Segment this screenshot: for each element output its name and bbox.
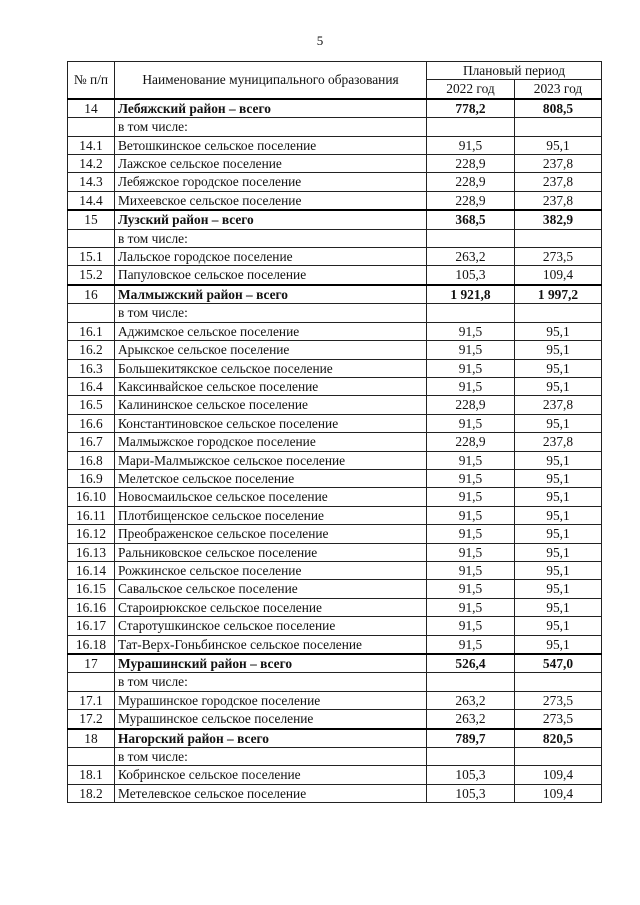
row-name: Малмыжское городское поселение bbox=[115, 433, 427, 451]
row-value-2023: 95,1 bbox=[515, 598, 602, 616]
row-name: Преображенское сельское поселение bbox=[115, 525, 427, 543]
row-value-2022: 91,5 bbox=[427, 322, 515, 340]
row-number: 14.4 bbox=[68, 191, 115, 210]
table-row bbox=[68, 266, 602, 285]
row-value-2023: 95,1 bbox=[515, 136, 602, 154]
row-number: 16.4 bbox=[68, 377, 115, 395]
row-number: 16.6 bbox=[68, 414, 115, 432]
row-name: в том числе: bbox=[115, 229, 427, 247]
table-row bbox=[68, 173, 602, 191]
row-number: 16.9 bbox=[68, 469, 115, 487]
table-row bbox=[68, 359, 602, 377]
row-value-2023: 273,5 bbox=[515, 691, 602, 709]
row-value-2023: 95,1 bbox=[515, 543, 602, 561]
row-value-2022: 778,2 bbox=[427, 99, 515, 118]
row-value-2022: 228,9 bbox=[427, 155, 515, 173]
row-value-2023: 95,1 bbox=[515, 525, 602, 543]
row-name: Старотушкинское сельское поселение bbox=[115, 617, 427, 635]
row-name: в том числе: bbox=[115, 673, 427, 691]
row-number: 16.7 bbox=[68, 433, 115, 451]
row-name: Кобринское сельское поселение bbox=[115, 766, 427, 784]
row-number: 17 bbox=[68, 654, 115, 673]
row-value-2023: 808,5 bbox=[515, 99, 602, 118]
row-value-2022 bbox=[427, 673, 515, 691]
table-row bbox=[68, 710, 602, 729]
row-name: Нагорский район – всего bbox=[115, 729, 427, 748]
row-value-2022: 105,3 bbox=[427, 766, 515, 784]
row-value-2022: 91,5 bbox=[427, 598, 515, 616]
table-row bbox=[68, 433, 602, 451]
table-row bbox=[68, 580, 602, 598]
row-number bbox=[68, 229, 115, 247]
row-value-2022: 105,3 bbox=[427, 266, 515, 285]
row-value-2023 bbox=[515, 229, 602, 247]
row-value-2022: 91,5 bbox=[427, 341, 515, 359]
row-value-2022: 263,2 bbox=[427, 691, 515, 709]
table-row bbox=[68, 598, 602, 616]
row-name: Лузский район – всего bbox=[115, 210, 427, 229]
table-row bbox=[68, 155, 602, 173]
row-number: 16.3 bbox=[68, 359, 115, 377]
table-row bbox=[68, 136, 602, 154]
row-number: 15.2 bbox=[68, 266, 115, 285]
row-value-2023 bbox=[515, 304, 602, 322]
row-value-2022: 91,5 bbox=[427, 617, 515, 635]
table-row bbox=[68, 248, 602, 266]
row-value-2023: 95,1 bbox=[515, 469, 602, 487]
row-value-2023: 237,8 bbox=[515, 191, 602, 210]
table-row-total bbox=[68, 654, 602, 673]
row-name: Каксинвайское сельское поселение bbox=[115, 377, 427, 395]
header-year-2022: 2022 год bbox=[427, 80, 515, 99]
table-row bbox=[68, 229, 602, 247]
row-value-2022: 263,2 bbox=[427, 248, 515, 266]
row-number: 16.10 bbox=[68, 488, 115, 506]
row-value-2023: 95,1 bbox=[515, 561, 602, 579]
row-value-2022: 228,9 bbox=[427, 396, 515, 414]
row-number bbox=[68, 118, 115, 136]
row-name: Константиновское сельское поселение bbox=[115, 414, 427, 432]
row-value-2022: 91,5 bbox=[427, 359, 515, 377]
row-value-2023: 273,5 bbox=[515, 710, 602, 729]
row-value-2023: 95,1 bbox=[515, 617, 602, 635]
row-value-2023: 95,1 bbox=[515, 580, 602, 598]
row-name: Ральниковское сельское поселение bbox=[115, 543, 427, 561]
row-value-2023: 95,1 bbox=[515, 635, 602, 654]
row-name: Мелетское сельское поселение bbox=[115, 469, 427, 487]
table-row bbox=[68, 191, 602, 210]
row-name: Лебяжский район – всего bbox=[115, 99, 427, 118]
header-year-2023: 2023 год bbox=[515, 80, 602, 99]
row-number: 18 bbox=[68, 729, 115, 748]
row-number: 16.1 bbox=[68, 322, 115, 340]
row-value-2022: 91,5 bbox=[427, 414, 515, 432]
row-value-2023: 237,8 bbox=[515, 155, 602, 173]
row-value-2022: 789,7 bbox=[427, 729, 515, 748]
row-number bbox=[68, 304, 115, 322]
row-name: Михеевское сельское поселение bbox=[115, 191, 427, 210]
row-value-2023 bbox=[515, 748, 602, 766]
row-name: Мурашинское городское поселение bbox=[115, 691, 427, 709]
row-value-2022: 91,5 bbox=[427, 136, 515, 154]
row-name: Мурашинский район – всего bbox=[115, 654, 427, 673]
row-number: 16.17 bbox=[68, 617, 115, 635]
row-name: Мурашинское сельское поселение bbox=[115, 710, 427, 729]
row-name: в том числе: bbox=[115, 304, 427, 322]
table-row bbox=[68, 561, 602, 579]
row-number: 17.2 bbox=[68, 710, 115, 729]
row-value-2022: 91,5 bbox=[427, 635, 515, 654]
page-number: 5 bbox=[316, 33, 324, 48]
row-value-2023 bbox=[515, 118, 602, 136]
row-name: Метелевское сельское поселение bbox=[115, 784, 427, 802]
row-number: 16 bbox=[68, 285, 115, 304]
row-value-2022: 91,5 bbox=[427, 469, 515, 487]
row-number: 14 bbox=[68, 99, 115, 118]
row-value-2023: 109,4 bbox=[515, 784, 602, 802]
row-value-2023: 547,0 bbox=[515, 654, 602, 673]
table-row bbox=[68, 322, 602, 340]
row-value-2022 bbox=[427, 748, 515, 766]
row-number: 16.5 bbox=[68, 396, 115, 414]
table-row bbox=[68, 304, 602, 322]
header-period: Плановый период bbox=[427, 62, 602, 80]
row-value-2022: 228,9 bbox=[427, 433, 515, 451]
table-row bbox=[68, 341, 602, 359]
row-value-2022: 91,5 bbox=[427, 580, 515, 598]
table-row bbox=[68, 784, 602, 802]
row-number: 18.1 bbox=[68, 766, 115, 784]
row-value-2022 bbox=[427, 118, 515, 136]
row-name: Калининское сельское поселение bbox=[115, 396, 427, 414]
row-name: Ветошкинское сельское поселение bbox=[115, 136, 427, 154]
header-name: Наименование муниципального образования bbox=[115, 62, 427, 99]
row-name: Новосмаильское сельское поселение bbox=[115, 488, 427, 506]
row-value-2023: 237,8 bbox=[515, 396, 602, 414]
row-number: 16.12 bbox=[68, 525, 115, 543]
row-number: 15.1 bbox=[68, 248, 115, 266]
table-row bbox=[68, 635, 602, 654]
row-name: Аджимское сельское поселение bbox=[115, 322, 427, 340]
row-number: 14.3 bbox=[68, 173, 115, 191]
row-value-2023: 820,5 bbox=[515, 729, 602, 748]
row-value-2023 bbox=[515, 673, 602, 691]
row-name: в том числе: bbox=[115, 748, 427, 766]
row-value-2022: 91,5 bbox=[427, 543, 515, 561]
table-row bbox=[68, 451, 602, 469]
row-name: Рожкинское сельское поселение bbox=[115, 561, 427, 579]
row-value-2023: 382,9 bbox=[515, 210, 602, 229]
row-value-2022 bbox=[427, 304, 515, 322]
row-value-2023: 95,1 bbox=[515, 414, 602, 432]
row-value-2022: 105,3 bbox=[427, 784, 515, 802]
row-number: 17.1 bbox=[68, 691, 115, 709]
row-number: 18.2 bbox=[68, 784, 115, 802]
row-value-2022: 228,9 bbox=[427, 173, 515, 191]
row-number: 16.18 bbox=[68, 635, 115, 654]
row-name: Папуловское сельское поселение bbox=[115, 266, 427, 285]
row-name: Тат-Верх-Гоньбинское сельское поселение bbox=[115, 635, 427, 654]
row-value-2023: 95,1 bbox=[515, 359, 602, 377]
table-row bbox=[68, 543, 602, 561]
row-value-2023: 95,1 bbox=[515, 377, 602, 395]
row-number bbox=[68, 673, 115, 691]
row-name: Савальское сельское поселение bbox=[115, 580, 427, 598]
row-number: 16.14 bbox=[68, 561, 115, 579]
header-num: № п/п bbox=[68, 62, 115, 99]
row-number: 16.8 bbox=[68, 451, 115, 469]
row-value-2023: 109,4 bbox=[515, 266, 602, 285]
row-name: Мари-Малмыжское сельское поселение bbox=[115, 451, 427, 469]
table-row-total bbox=[68, 99, 602, 118]
row-name: в том числе: bbox=[115, 118, 427, 136]
table-row bbox=[68, 673, 602, 691]
row-name: Лебяжское городское поселение bbox=[115, 173, 427, 191]
row-value-2023: 95,1 bbox=[515, 341, 602, 359]
row-value-2022 bbox=[427, 229, 515, 247]
row-name: Лажское сельское поселение bbox=[115, 155, 427, 173]
table-row bbox=[68, 414, 602, 432]
row-value-2022: 91,5 bbox=[427, 561, 515, 579]
row-number: 14.1 bbox=[68, 136, 115, 154]
table-row-total bbox=[68, 729, 602, 748]
row-value-2023: 95,1 bbox=[515, 488, 602, 506]
row-number: 16.16 bbox=[68, 598, 115, 616]
row-number: 15 bbox=[68, 210, 115, 229]
table-row bbox=[68, 377, 602, 395]
table-row bbox=[68, 766, 602, 784]
table-row-total bbox=[68, 285, 602, 304]
table-row-total bbox=[68, 210, 602, 229]
row-value-2023: 237,8 bbox=[515, 173, 602, 191]
row-value-2022: 263,2 bbox=[427, 710, 515, 729]
row-value-2022: 91,5 bbox=[427, 451, 515, 469]
row-number: 16.15 bbox=[68, 580, 115, 598]
row-value-2022: 91,5 bbox=[427, 525, 515, 543]
row-value-2023: 95,1 bbox=[515, 322, 602, 340]
row-name: Арыкское сельское поселение bbox=[115, 341, 427, 359]
row-value-2023: 237,8 bbox=[515, 433, 602, 451]
row-number: 16.13 bbox=[68, 543, 115, 561]
row-name: Малмыжский район – всего bbox=[115, 285, 427, 304]
row-value-2023: 109,4 bbox=[515, 766, 602, 784]
row-name: Лальское городское поселение bbox=[115, 248, 427, 266]
table-row bbox=[68, 488, 602, 506]
row-value-2022: 1 921,8 bbox=[427, 285, 515, 304]
row-number: 14.2 bbox=[68, 155, 115, 173]
table-row bbox=[68, 617, 602, 635]
row-value-2022: 91,5 bbox=[427, 488, 515, 506]
table-row bbox=[68, 525, 602, 543]
row-value-2023: 1 997,2 bbox=[515, 285, 602, 304]
table-row bbox=[68, 396, 602, 414]
row-value-2023: 95,1 bbox=[515, 506, 602, 524]
table-row bbox=[68, 748, 602, 766]
row-value-2023: 273,5 bbox=[515, 248, 602, 266]
table-body bbox=[68, 99, 602, 803]
table-row bbox=[68, 469, 602, 487]
row-number bbox=[68, 748, 115, 766]
row-value-2023: 95,1 bbox=[515, 451, 602, 469]
row-name: Староирюкское сельское поселение bbox=[115, 598, 427, 616]
row-value-2022: 368,5 bbox=[427, 210, 515, 229]
budget-table bbox=[67, 61, 602, 803]
row-number: 16.2 bbox=[68, 341, 115, 359]
row-number: 16.11 bbox=[68, 506, 115, 524]
table-row bbox=[68, 506, 602, 524]
row-value-2022: 228,9 bbox=[427, 191, 515, 210]
row-value-2022: 526,4 bbox=[427, 654, 515, 673]
row-value-2022: 91,5 bbox=[427, 506, 515, 524]
row-name: Плотбищенское сельское поселение bbox=[115, 506, 427, 524]
table-row bbox=[68, 118, 602, 136]
row-name: Большекитякское сельское поселение bbox=[115, 359, 427, 377]
table-row bbox=[68, 691, 602, 709]
table-header bbox=[68, 62, 602, 99]
row-value-2022: 91,5 bbox=[427, 377, 515, 395]
